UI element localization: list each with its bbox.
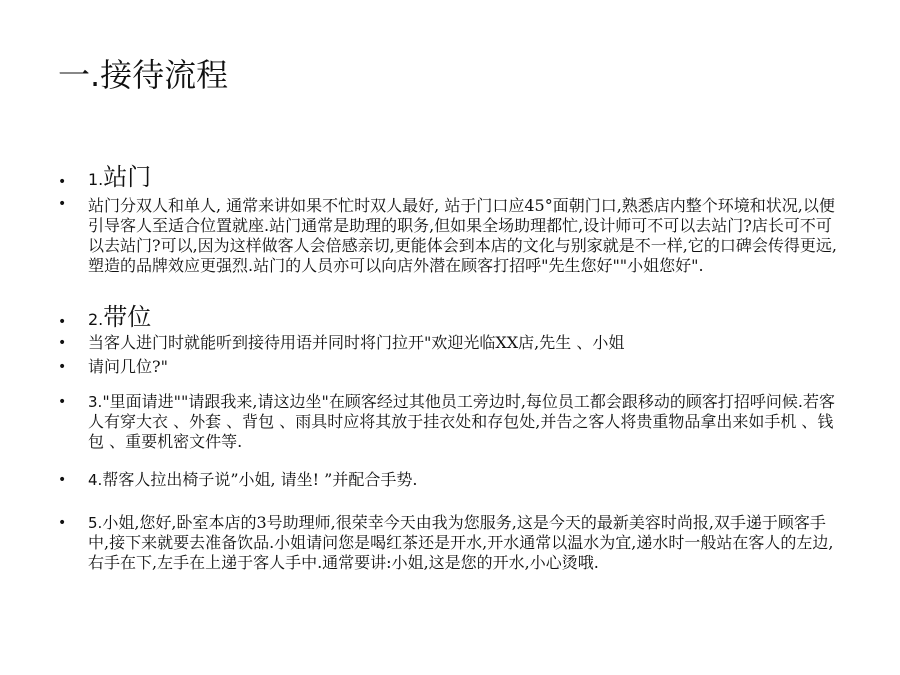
bullet: • <box>58 314 67 330</box>
item-text: 请问几位?" <box>88 357 168 376</box>
item-number: 1. <box>88 170 104 189</box>
item-heading: 站门 <box>103 163 152 191</box>
bullet: • <box>58 515 67 531</box>
slide-title: 一.接待流程 <box>58 56 229 94</box>
item-number: 5. <box>88 514 103 532</box>
item-text: 小姐,您好,卧室本店的3号助理师,很荣幸今天由我为您服务,这是今天的最新美容时尚报,双手递于顾客手中,接下来就要去准备饮品.小姐请问您是喝红茶还是开水,开水通常以温水为宜,递水时一般站在客人的左边,右手在下,左手在上递于客人手中.通常要讲:小姐,这是您的开水,小心烫哦. <box>88 513 834 572</box>
item-number: 4. <box>88 471 103 489</box>
item-text: "里面请进""请跟我来,请这边坐"在顾客经过其他员工旁边时,每位员工都会跟移动的顾客打招呼问候.若客人有穿大衣 、外套 、背包 、雨具时应将其放于挂衣处和存包处,并告之客人将贵重物品拿出来如手机 、钱包 、重要机密文件等. <box>88 392 836 451</box>
bullet: • <box>58 472 67 488</box>
bullet: • <box>58 394 67 410</box>
bullet: • <box>58 174 67 190</box>
bullet: • <box>58 359 67 375</box>
bullet: • <box>58 335 67 351</box>
item-number: 3. <box>88 393 103 411</box>
item-text: 站门分双人和单人, 通常来讲如果不忙时双人最好, 站于门口应45°面朝门口,熟悉店内整个环境和状况,以便引导客人至适合位置就座.站门通常是助理的职务,但如果全场助理都忙,设计师可不可以去站门?店长可不可以去站门?可以,因为这样做客人会倍感亲切,更能体会到本店的文化与别家就是不一样,它的口碑会传得更远,塑造的品牌效应更强烈.站门的人员亦可以向店外潜在顾客打招呼"先生您好""小姐您好". <box>88 196 837 275</box>
bullet: • <box>58 196 67 212</box>
item-heading: 带位 <box>103 303 152 331</box>
item-text: 帮客人拉出椅子说”小姐, 请坐! ”并配合手势. <box>102 470 418 489</box>
item-text: 当客人进门时就能听到接待用语并同时将门拉开"欢迎光临XX店,先生 、小姐 <box>88 333 625 352</box>
item-number: 2. <box>88 310 104 329</box>
